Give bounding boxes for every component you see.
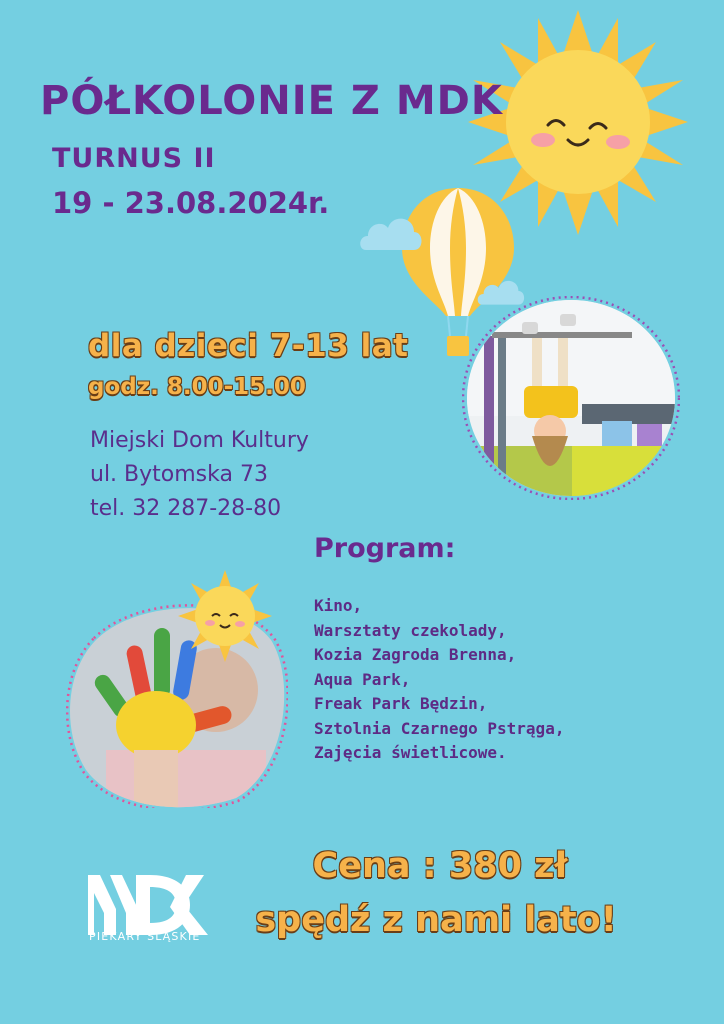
logo-caption: PIEKARY ŚLĄSKIE	[89, 930, 201, 943]
program-list	[314, 594, 564, 766]
age-range: dla dzieci 7-13 lat	[88, 328, 409, 364]
phone-number: tel. 32 287-28-80	[90, 496, 282, 521]
list-item: Aqua Park,	[314, 669, 411, 689]
slogan: spędź z nami lato!	[255, 900, 617, 940]
playground-photo	[462, 296, 680, 500]
list-item: Zajęcia świetlicowe.	[314, 743, 507, 762]
address-block	[90, 424, 309, 526]
venue-name: Miejski Dom Kultury	[90, 428, 309, 453]
street-address: ul. Bytomska 73	[90, 462, 268, 487]
small-sun-icon	[178, 570, 272, 662]
session-dates: 19 - 23.08.2024r.	[52, 186, 330, 220]
cloud-icon	[358, 210, 424, 254]
list-item: Warsztaty czekolady,	[314, 620, 507, 640]
session-label: TURNUS II	[52, 143, 216, 174]
page-title: PÓŁKOLONIE Z MDK	[40, 78, 503, 124]
list-item: Freak Park Będzin,	[314, 694, 488, 713]
hours: godz. 8.00-15.00	[88, 374, 306, 400]
list-item: Sztolnia Czarnego Pstrąga,	[314, 718, 565, 738]
price: Cena : 380 zł	[312, 846, 568, 886]
list-item: Kino,	[314, 596, 363, 615]
list-item: Kozia Zagroda Brenna,	[314, 645, 517, 664]
program-heading: Program:	[314, 533, 456, 564]
